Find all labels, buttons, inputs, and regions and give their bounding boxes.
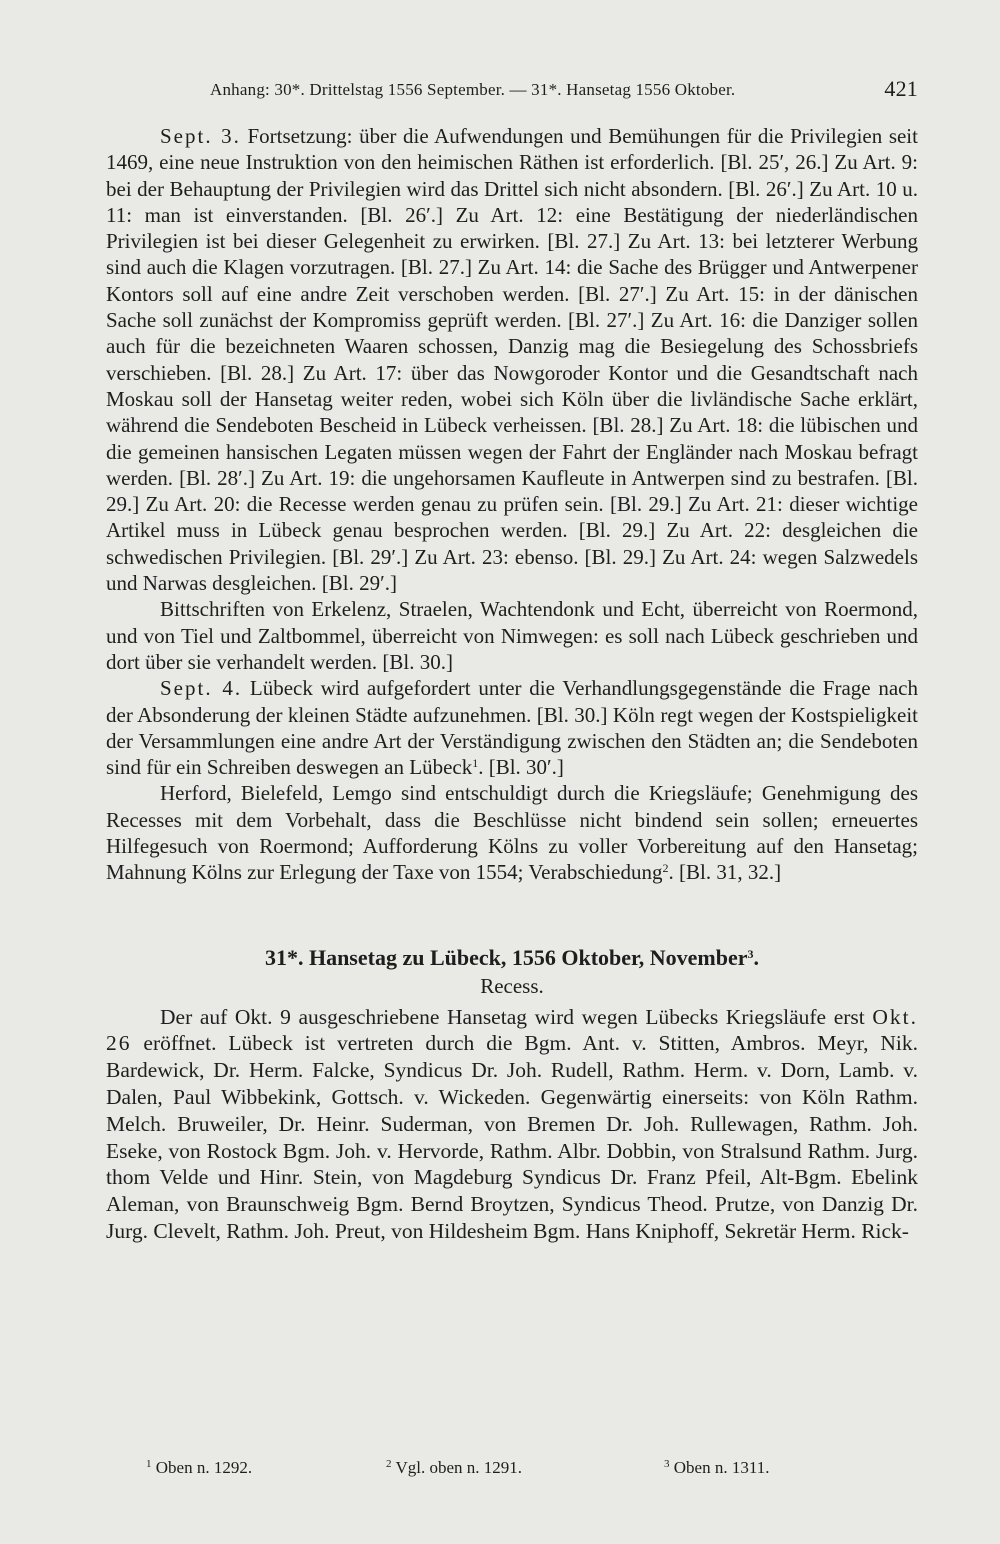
paragraph-text-rest: eröffnet. Lübeck ist vertreten durch die Bgm. Ant. v. Stitten, Ambros. Meyr, Nik. Bardewick, Dr. Herm. Falcke, Syndicus Dr. Joh. Rudell, Rathm. Herm. v. Dorn, Lamb. v. Dalen, Paul Wibbekink, Gottsch. v. Wickeden. Gegenwärtig einerseits: von Köln Rathm. Melch. Bruweiler, Dr. Heinr. Suderman, von Bremen Dr. Joh. Rullewagen, Rathm. Joh. Eseke, von Rostock Bgm. Joh. v. Hervorde, Rathm. Albr. Dobbin, von Stralsund Rathm. Jurg. thom Velde und Hinr. Stein, von Magdeburg Syndicus Dr. Franz Pfeil, Alt-Bgm. Ebelink Aleman, von Braunschweig Bgm. Bernd Broytzen, Syndicus Theod. Prutze, von Danzig Dr. Jurg. Clevelt, Rathm. Joh. Preut, von Hildesheim Bgm. Hans Kniphoff, Sekretär Herm. Rick- [106,1031,918,1243]
date-label: Sept. 3. [160,124,241,148]
footnote-ref[interactable]: 1 [472,756,479,771]
date-label: Okt. 26 [106,1004,918,1056]
section-heading [106,944,918,972]
paragraph-text: Lübeck wird aufgefordert unter die Verhandlungsgegenstände die Frage nach der Absonderung der kleinen Städte aufzunehmen. [Bl. 30.] Köln regt wegen der Kostspieligkeit der Versammlungen eine andre Art der Verständigung zwischen den Städten an; die Sendeboten sind für ein Schreiben deswegen an Lübeck [106,676,918,780]
paragraph-text-tail: . [Bl. 31, 32.] [668,860,782,885]
footnote-text: Oben n. 1311. [673,1458,770,1477]
paragraph-text: Fortsetzung: über die Aufwendungen und Bemühungen für die Privilegien seit 1469, eine neue Instruktion von den heimischen Räthen ist erforderlich. [Bl. 25′, 26.] Zu Art. 9: bei der Behauptung der Privilegien wird das Drittel sich nicht absondern. [Bl. 26′.] Zu Art. 10 u. 11: man ist einverstanden. [Bl. 26′.] Zu Art. 12: eine Bestätigung der niederländischen Privilegien ist bei dieser Gelegenheit zu erwirken. [Bl. 27.] Zu Art. 13: bei letzterer Werbung sind auch die Klagen vorzutragen. [Bl. 27.] Zu Art. 14: die Sache des Brügger und Antwerpener Kontors soll auf eine andre Zeit verschoben werden. [Bl. 27′.] Zu Art. 15: in der dänischen Sache soll zunächst der Kompromiss geprüft werden. [Bl. 27′.] Zu Art. 16: die Danziger sollen auch für die bezeichneten Waaren schossen, Danzig mag die Besiegelung des Schossbriefs verschieben. [Bl. 28.] Zu Art. 17: über das Nowgoroder Kontor und die Gesandtschaft nach Moskau soll der Hansetag weiter reden, wobei sich Köln über die livländische Sache erklärt, während die Sendeboten Bescheid in Lübeck verheissen. [Bl. 28.] Zu Art. 18: die lübischen und die gemeinen hansischen Legaten müssen wegen der Fahrt der Engländer nach Moskau befragt werden. [Bl. 28′.] Zu Art. 19: die ungehorsamen Kaufleute in Antwerpen sind zu bestrafen. [Bl. 29.] Zu Art. 20: die Recesse werden genau zu prüfen sein. [Bl. 29.] Zu Art. 21: dieser wichtige Artikel muss in Lübeck genau besprochen werden. [Bl. 29.] Zu Art. 22: desgleichen die schwedischen Privilegien. [Bl. 29′.] Zu Art. 23: ebenso. [Bl. 29.] Zu Art. 24: wegen Salzwedels und Narwas desgleichen. [Bl. 29′.] [106,124,918,596]
footnote-3 [664,1458,769,1478]
running-title: Anhang: 30*. Drittelstag 1556 September. — 31*. Hansetag 1556 Oktober. [210,80,736,99]
footnote-text: Oben n. 1292. [155,1458,253,1477]
footnote-1 [146,1458,252,1478]
paragraph-text: Herford, Bielefeld, Lemgo sind entschuldigt durch die Kriegsläufe; Genehmigung des Recesses mit dem Vorbehalt, dass die Beschlüsse nicht bindend sein sollen; erneuertes Hilfegesuch von Roermond; Aufforderung Kölns zu voller Vorbereitung auf den Hansetag; Mahnung Kölns zur Erlegung der Taxe von 1554; Verabschiedung [106,781,918,885]
footnote-ref[interactable]: 3 [747,946,754,961]
running-header [210,76,918,101]
footnote-mark: 2 [386,1458,392,1470]
footnote-text: Vgl. oben n. 1291. [395,1458,522,1477]
section-title-tail: . [753,944,760,970]
paragraph-herford [106,780,918,885]
footnote-ref[interactable]: 2 [662,861,669,876]
main-text [106,123,918,1245]
page-number: 421 [884,76,918,101]
paragraph-text: Der auf Okt. 9 ausgeschriebene Hansetag wird wegen Lübecks Kriegsläufe erst [160,1004,873,1029]
date-label: Sept. 4. [160,676,243,701]
paragraph-sept-3 [106,123,918,596]
section-subtitle: Recess. [480,973,544,998]
paragraph-text-tail: . [Bl. 30′.] [478,755,564,780]
footnote-2 [386,1458,522,1478]
footnote-mark: 3 [664,1458,670,1470]
paragraph-recess [106,1004,918,1245]
paragraph-petitions [106,596,918,675]
section-title: 31*. Hansetag zu Lübeck, 1556 Oktober, November [264,944,748,970]
paragraph-text: Bittschriften von Erkelenz, Straelen, Wachtendonk und Echt, überreicht von Roermond, und von Tiel und Zaltbommel, überreicht von Nimwegen: es soll nach Lübeck geschrieben und dort über sie verhandelt werden. [Bl. 30.] [106,597,918,674]
footnote-mark: 1 [146,1458,152,1470]
paragraph-sept-4 [106,675,918,780]
